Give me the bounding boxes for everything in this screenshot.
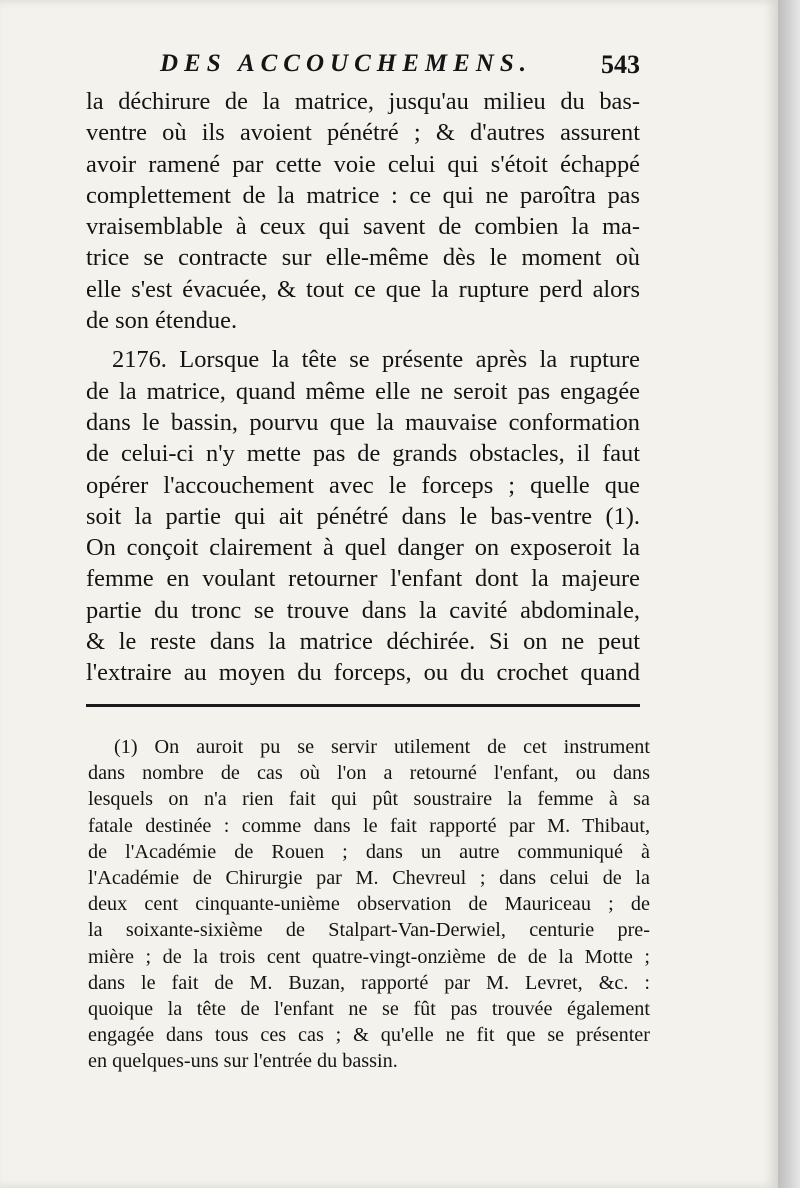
footnote-line: lesquels on n'a rien fait qui pût soustraire la femme à sa xyxy=(88,788,650,811)
text-line: l'extraire au moyen du forceps, ou du crochet quand xyxy=(86,659,640,687)
text-line: ventre où ils avoient pénétré ; & d'autres assurent xyxy=(86,119,640,147)
text-line: elle s'est évacuée, & tout ce que la rupture perd alors xyxy=(86,275,640,303)
text-line: la déchirure de la matrice, jusqu'au milieu du bas- xyxy=(86,88,640,115)
footnote-line: l'Académie de Chirurgie par M. Chevreul ; dans celui de la xyxy=(88,867,650,890)
paragraph-2176-start: 2176. Lorsque la tête se présente après la rupture xyxy=(112,346,640,374)
footnote-line: la soixante-sixième de Stalpart-Van-Derwiel, centurie pre- xyxy=(88,919,650,942)
text-line: partie du tronc se trouve dans la cavité abdominale, xyxy=(86,596,640,624)
footnote-separator-rule xyxy=(86,704,640,707)
footnote-line: fatale destinée : comme dans le fait rapporté par M. Thibaut, xyxy=(88,814,650,837)
text-line: & le reste dans la matrice déchirée. Si on ne peut xyxy=(86,628,640,656)
page-edge-shadow xyxy=(778,0,800,1188)
text-line: opérer l'accouchement avec le forceps ; quelle que xyxy=(86,471,640,499)
footnote xyxy=(88,734,650,1075)
text-line: avoir ramené par cette voie celui qui s'étoit échappé xyxy=(86,150,640,178)
page-header xyxy=(160,50,640,86)
footnote-line: quoique la tête de l'enfant ne se fût pas trouvée également xyxy=(88,998,650,1021)
text-line: trice se contracte sur elle-même dès le moment où xyxy=(86,244,640,272)
footnote-line: dans le fait de M. Buzan, rapporté par M. Levret, &c. : xyxy=(88,971,650,994)
text-line: soit la partie qui ait pénétré dans le bas-ventre (1). xyxy=(86,502,640,530)
main-text xyxy=(86,86,640,689)
footnote-line: engagée dans tous ces cas ; & qu'elle ne fit que se présenter xyxy=(88,1024,650,1047)
text-line: complettement de la matrice : ce qui ne paroîtra pas xyxy=(86,181,640,209)
footnote-line: (1) On auroit pu se servir utilement de cet instrument xyxy=(114,736,650,758)
text-line: de son étendue. xyxy=(86,307,238,335)
page-number: 543 xyxy=(601,50,640,79)
text-line: On conçoit clairement à quel danger on exposeroit la xyxy=(86,534,640,562)
footnote-line: mière ; de la trois cent quatre-vingt-onzième de de la Motte ; xyxy=(88,945,650,968)
text-line: femme en voulant retourner l'enfant dont la majeure xyxy=(86,565,640,593)
footnote-line: dans nombre de cas où l'on a retourné l'enfant, ou dans xyxy=(88,762,650,785)
footnote-line: en quelques-uns sur l'entrée du bassin. xyxy=(88,1050,398,1073)
footnote-line: de l'Académie de Rouen ; dans un autre communiqué à xyxy=(88,840,650,863)
text-line: de la matrice, quand même elle ne seroit pas engagée xyxy=(86,377,640,405)
footnote-line: deux cent cinquante-unième observation de Mauriceau ; de xyxy=(88,893,650,916)
text-line: dans le bassin, pourvu que la mauvaise conformation xyxy=(86,408,640,436)
text-line: vraisemblable à ceux qui savent de combien la ma- xyxy=(86,213,640,241)
text-line: de celui-ci n'y mette pas de grands obstacles, il faut xyxy=(86,440,640,468)
running-head: DES ACCOUCHEMENS. xyxy=(160,50,532,77)
